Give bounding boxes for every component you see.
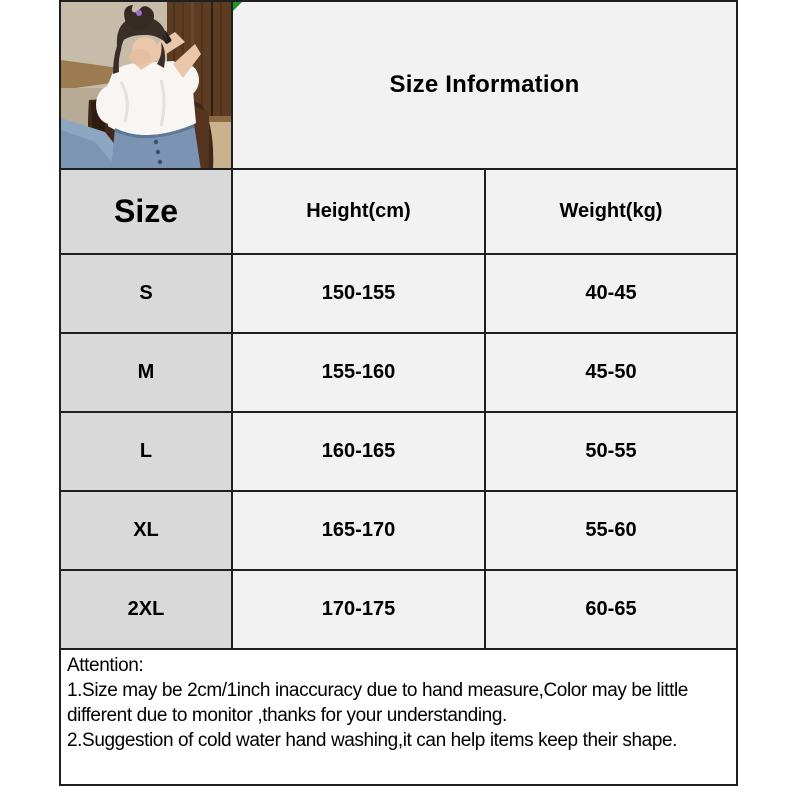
product-photo	[61, 2, 233, 168]
attention-box	[61, 650, 736, 784]
weight-cell: 60-65	[486, 571, 736, 648]
column-header-size: Size	[61, 170, 233, 253]
attention-title: Attention:	[67, 655, 144, 676]
size-chart-sheet	[59, 0, 738, 786]
model-photo-illustration	[61, 2, 231, 168]
height-cell: 170-175	[233, 571, 486, 648]
size-cell: L	[61, 413, 233, 490]
weight-cell: 55-60	[486, 492, 736, 569]
height-cell: 160-165	[233, 413, 486, 490]
table-row-l	[61, 413, 736, 492]
table-row-s	[61, 255, 736, 334]
excel-corner-flag-icon	[233, 2, 242, 11]
table-header-row	[61, 170, 736, 255]
column-header-weight: Weight(kg)	[486, 170, 736, 253]
table-row-m	[61, 334, 736, 413]
size-cell: M	[61, 334, 233, 411]
column-header-height: Height(cm)	[233, 170, 486, 253]
attention-note-2: 2.Suggestion of cold water hand washing,it can help items keep their shape.	[67, 730, 678, 752]
attention-note-1: 1.Size may be 2cm/1inch inaccuracy due to hand measure,Color may be little different due to monitor ,thanks for your understanding.	[67, 680, 688, 727]
title-cell	[233, 2, 736, 168]
top-row	[61, 2, 736, 170]
size-cell: XL	[61, 492, 233, 569]
height-cell: 155-160	[233, 334, 486, 411]
height-cell: 165-170	[233, 492, 486, 569]
weight-cell: 50-55	[486, 413, 736, 490]
table-row-2xl	[61, 571, 736, 650]
weight-cell: 45-50	[486, 334, 736, 411]
page-title: Size Information	[389, 71, 580, 98]
size-cell: S	[61, 255, 233, 332]
height-cell: 150-155	[233, 255, 486, 332]
table-row-xl	[61, 492, 736, 571]
size-cell: 2XL	[61, 571, 233, 648]
weight-cell: 40-45	[486, 255, 736, 332]
